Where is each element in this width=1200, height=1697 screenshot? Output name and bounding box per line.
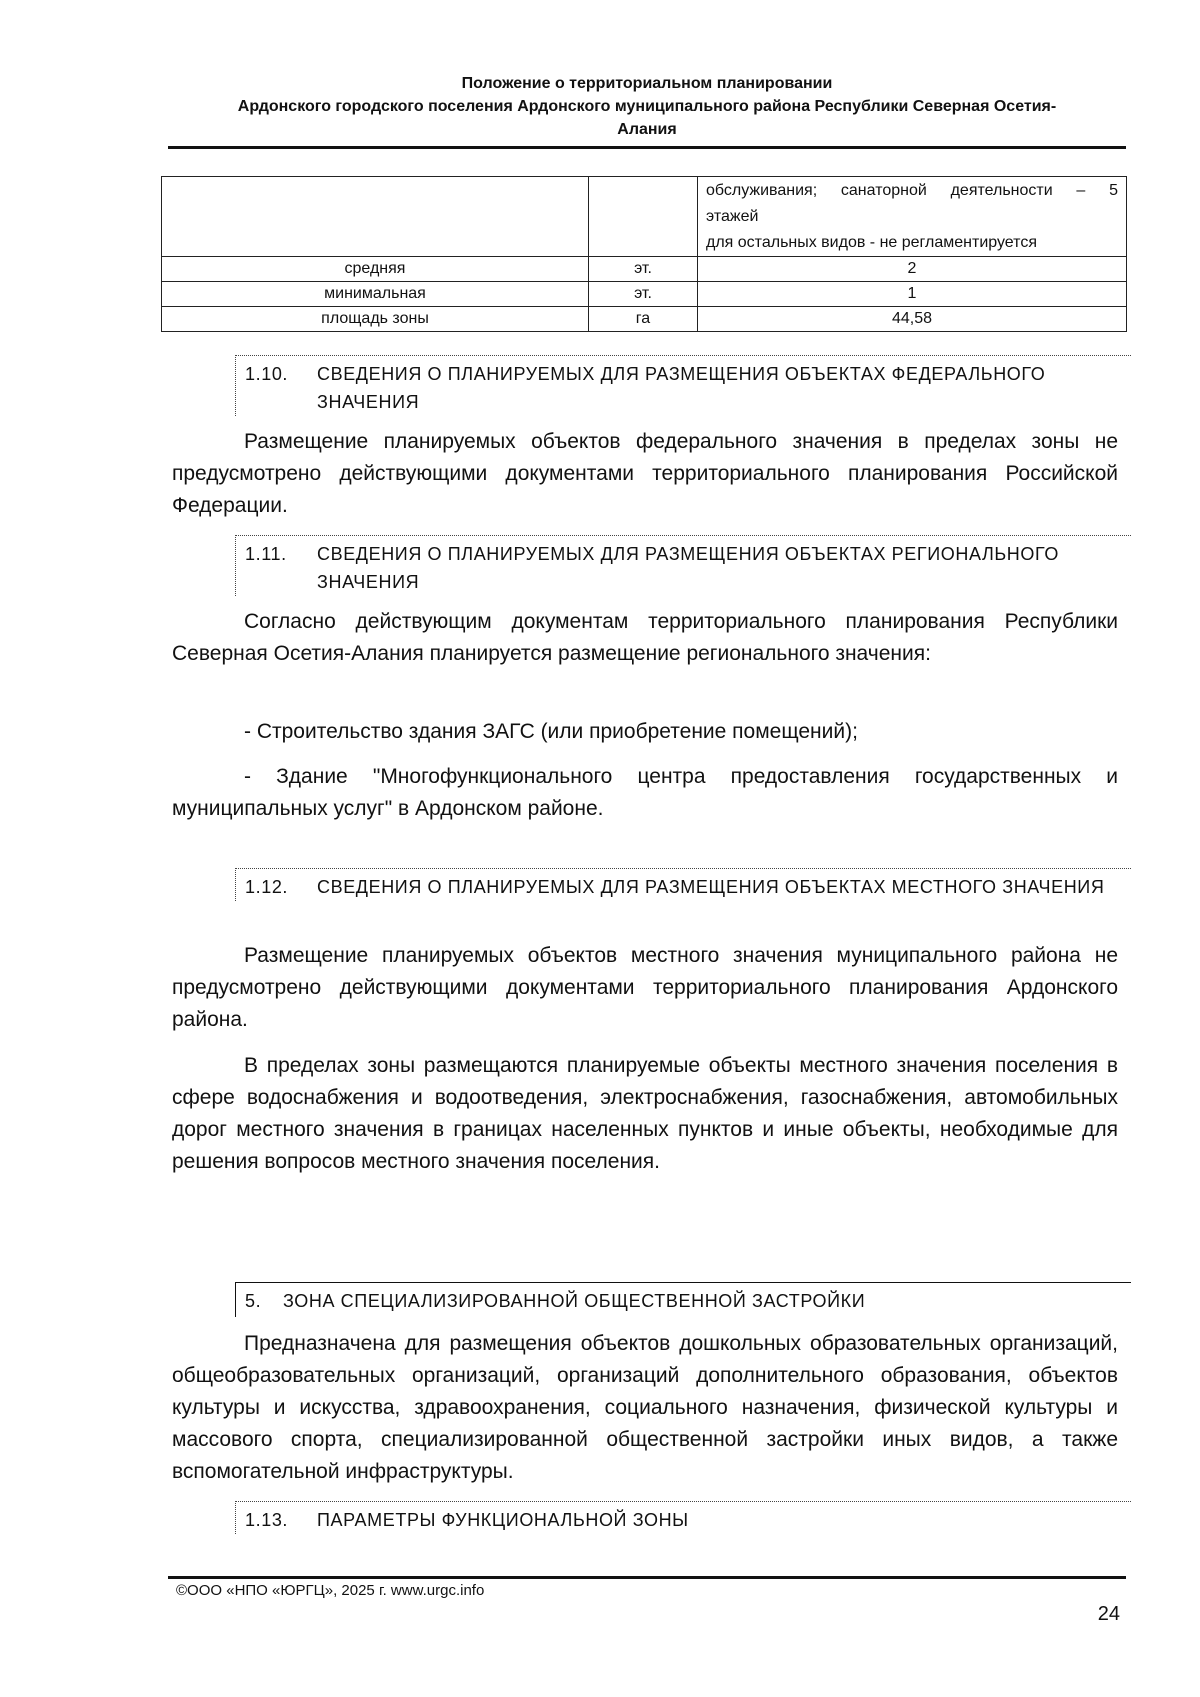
section-heading-5 <box>235 1282 1131 1317</box>
table-cell <box>698 177 1127 257</box>
footer-copyright: ©ООО «НПО «ЮРГЦ», 2025 г. www.urgc.info <box>176 1582 485 1599</box>
paragraph-local-1: Размещение планируемых объектов местного значения муниципального района не предусмотрено действующими документами территориального планирования Ардонского района. <box>172 944 1118 1031</box>
paragraph-regional: Согласно действующим документам территориального планирования Республики Северная Осетия-Алания планируется размещение регионального значения: <box>172 610 1118 665</box>
parameters-table <box>161 176 1127 332</box>
section-heading-1-13 <box>235 1501 1131 1534</box>
row-value: 1 <box>698 282 1127 307</box>
row-unit: га <box>589 307 698 332</box>
table-cell <box>162 177 589 257</box>
section-title: ЗОНА СПЕЦИАЛИЗИРОВАННОЙ ОБЩЕСТВЕННОЙ ЗАСТРОЙКИ <box>283 1291 866 1311</box>
section-number: 1.11. <box>245 544 287 564</box>
table-cell <box>589 177 698 257</box>
header-line-1: Положение о территориальном планировании <box>461 75 833 92</box>
cell-text-line-1: обслуживания; санаторной деятельности – 5 <box>706 182 1118 199</box>
row-name: средняя <box>162 257 589 282</box>
section-number: 1.13. <box>245 1510 289 1530</box>
section-number: 5. <box>245 1291 262 1311</box>
section-title: СВЕДЕНИЯ О ПЛАНИРУЕМЫХ ДЛЯ РАЗМЕЩЕНИЯ ОБЪЕКТАХ РЕГИОНАЛЬНОГО ЗНАЧЕНИЯ <box>317 544 1059 592</box>
section-title: СВЕДЕНИЯ О ПЛАНИРУЕМЫХ ДЛЯ РАЗМЕЩЕНИЯ ОБЪЕКТАХ МЕСТНОГО ЗНАЧЕНИЯ <box>317 877 1105 897</box>
section-number: 1.12. <box>245 877 289 897</box>
section-title: СВЕДЕНИЯ О ПЛАНИРУЕМЫХ ДЛЯ РАЗМЕЩЕНИЯ ОБЪЕКТАХ ФЕДЕРАЛЬНОГО ЗНАЧЕНИЯ <box>317 364 1046 412</box>
row-unit: эт. <box>589 282 698 307</box>
document-header <box>168 72 1126 141</box>
footer-divider <box>168 1576 1126 1579</box>
header-line-2: Ардонского городского поселения Ардонского муниципального района Республики Северная Осетия- <box>237 98 1057 115</box>
table-row <box>162 307 1127 332</box>
paragraph-mfc: - Здание "Многофункционального центра предоставления государственных и муниципальных услуг" в Ардонском районе. <box>172 765 1118 820</box>
cell-text-line-3: для остальных видов - не регламентируется <box>706 234 1037 251</box>
paragraph-local-2: В пределах зоны размещаются планируемые объекты местного значения поселения в сфере водоснабжения и водоотведения, электроснабжения, газоснабжения, автомобильных дорог местного значения в границах населенных пунктов и иные объекты, необходимые для решения вопросов местного значения поселения. <box>172 1054 1118 1173</box>
section-heading-1-12 <box>235 868 1131 901</box>
row-name: минимальная <box>162 282 589 307</box>
row-unit: эт. <box>589 257 698 282</box>
section-heading-1-10 <box>235 355 1131 416</box>
row-name: площадь зоны <box>162 307 589 332</box>
table-row <box>162 177 1127 257</box>
page-number: 24 <box>1097 1603 1120 1625</box>
section-number: 1.10. <box>245 364 289 384</box>
paragraph-federal: Размещение планируемых объектов федерального значения в пределах зоны не предусмотрено действующими документами территориального планирования Российской Федерации. <box>172 430 1118 517</box>
cell-text-line-2: этажей <box>706 208 759 225</box>
section-title: ПАРАМЕТРЫ ФУНКЦИОНАЛЬНОЙ ЗОНЫ <box>317 1510 689 1530</box>
header-line-3: Алания <box>617 121 677 138</box>
row-value: 44,58 <box>698 307 1127 332</box>
section-heading-1-11 <box>235 535 1131 596</box>
header-divider <box>168 146 1126 149</box>
table-row <box>162 257 1127 282</box>
paragraph-zags: - Строительство здания ЗАГС (или приобретение помещений); <box>244 720 858 743</box>
paragraph-zone-5: Предназначена для размещения объектов дошкольных образовательных организаций, общеобразовательных организаций, организаций дополнительного образования, объектов культуры и искусства, здравоохранения, социального назначения, физической культуры и массового спорта, специализированной общественной застройки иных видов, а также вспомогательной инфраструктуры. <box>172 1332 1118 1483</box>
table-row <box>162 282 1127 307</box>
row-value: 2 <box>698 257 1127 282</box>
